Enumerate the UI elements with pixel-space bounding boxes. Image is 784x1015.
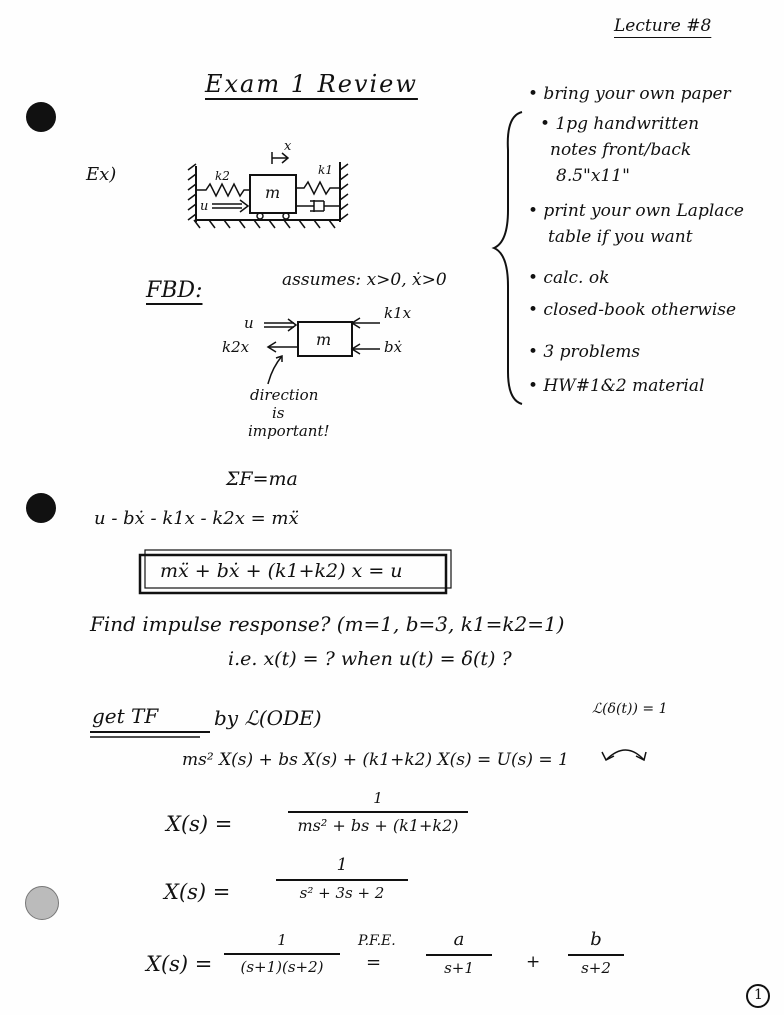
laplace-arrow (606, 750, 644, 760)
note-line-7: • calc. ok (528, 268, 610, 288)
xs-lhs-2: X(s) = (164, 880, 231, 904)
fbd-k2x-label: k2x (222, 338, 250, 356)
diagram-k2-label: k2 (215, 169, 230, 183)
note-line-10: • HW#1&2 material (528, 376, 705, 396)
fbd-assumes: assumes: x>0, ẋ>0 (282, 270, 447, 290)
xs-lhs-3: X(s) = (146, 952, 213, 976)
notes-brace (494, 112, 522, 404)
get-tf-label: get TF (92, 704, 159, 728)
laplace-ode-label: by ℒ(ODE) (214, 706, 322, 730)
note-line-2: • 1pg handwritten (540, 114, 700, 134)
pfe-label: P.F.E. (358, 933, 396, 949)
note-line-9: • 3 problems (528, 342, 641, 362)
page-title: Exam 1 Review (205, 70, 418, 98)
partial-b-denominator: s+2 (581, 958, 611, 977)
partial-a-denominator: s+1 (444, 958, 474, 977)
note-line-4: 8.5"x11" (556, 166, 630, 186)
xs-numerator-3: 1 (277, 931, 287, 949)
impulse-question: Find impulse response? (m=1, b=3, k1=k2=1) (90, 612, 565, 636)
page-number: 1 (754, 987, 763, 1003)
lecture-label: Lecture #8 (614, 16, 712, 36)
xs-numerator-1: 1 (373, 789, 383, 807)
fraction-bar (288, 811, 468, 813)
spring-mass-diagram (188, 139, 348, 228)
diagram-x-label: x (284, 139, 292, 154)
boxed-ode: mẍ + bẋ + (k1+k2) x = u (160, 560, 403, 582)
note-line-5: • print your own Laplace (528, 201, 744, 221)
note-line-8: • closed-book otherwise (528, 300, 737, 320)
xs-fraction-2 (276, 856, 408, 901)
pfe-equals: = (366, 952, 382, 973)
fbd-note-1: direction (250, 386, 319, 404)
fraction-bar (426, 954, 492, 956)
fbd-note-2: is (272, 404, 285, 422)
fbd-note-3: important! (248, 422, 330, 440)
note-line-1: • bring your own paper (528, 84, 731, 104)
fbd-u-label: u (244, 314, 254, 332)
partial-fraction-a (426, 930, 492, 976)
partial-a-numerator: a (453, 929, 465, 950)
partial-fraction-b (568, 930, 624, 976)
note-line-6: table if you want (548, 227, 693, 247)
xs-denominator-3: (s+1)(s+2) (240, 957, 324, 976)
fbd-mass-label: m (316, 330, 332, 349)
impulse-question-detail: i.e. x(t) = ? when u(t) = δ(t) ? (228, 648, 512, 670)
free-body-diagram (264, 318, 380, 384)
xs-denominator-2: s² + 3s + 2 (299, 883, 385, 902)
fraction-bar (568, 954, 624, 956)
xs-lhs-1: X(s) = (166, 812, 233, 836)
xs-fraction-3 (224, 932, 340, 975)
diagram-u-label: u (200, 199, 209, 214)
fbd-k1x-label: k1x (384, 304, 412, 322)
fbd-bxdot-label: bẋ (384, 338, 403, 356)
diagram-k1-label: k1 (318, 163, 333, 177)
xs-numerator-2: 1 (336, 855, 348, 875)
partial-plus: + (526, 952, 541, 972)
xs-fraction-1 (288, 790, 468, 834)
sum-forces: ΣF=ma (226, 468, 298, 490)
diagram-mass-label: m (265, 183, 281, 202)
laplace-equation: ms² X(s) + bs X(s) + (k1+k2) X(s) = U(s) = 1 (182, 750, 569, 770)
note-line-3: notes front/back (550, 140, 692, 160)
fbd-label: FBD: (146, 278, 203, 303)
xs-denominator-1: ms² + bs + (k1+k2) (297, 815, 459, 835)
partial-b-numerator: b (590, 929, 602, 950)
force-balance-equation: u - bẋ - k1x - k2x = mẍ (94, 508, 299, 529)
fraction-bar (276, 879, 408, 881)
fraction-bar (224, 953, 340, 955)
example-label: Ex) (86, 164, 117, 185)
laplace-delta-note: ℒ(δ(t)) = 1 (592, 701, 668, 717)
